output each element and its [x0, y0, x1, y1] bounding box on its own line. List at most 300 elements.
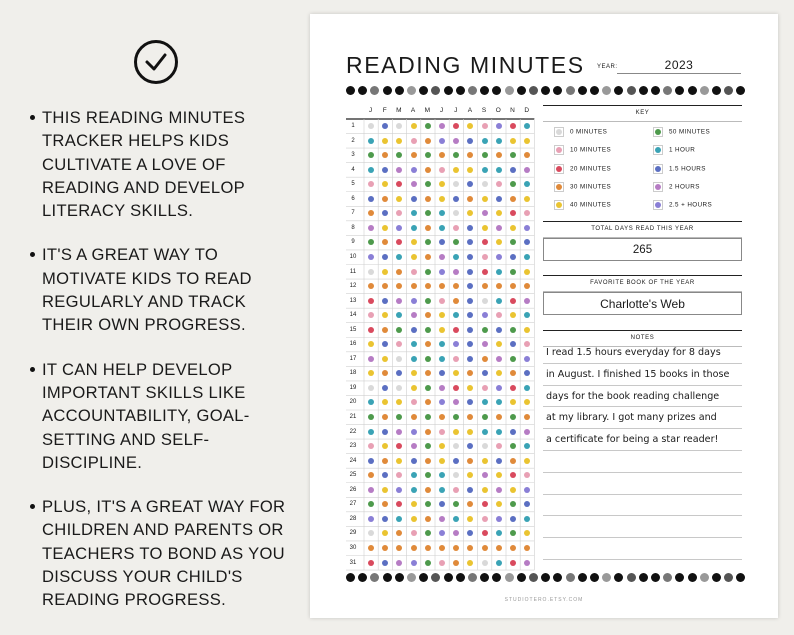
day-entry-dot[interactable]: [411, 254, 417, 260]
day-entry-dot[interactable]: [439, 327, 445, 333]
day-entry-dot[interactable]: [368, 196, 374, 202]
day-entry-dot[interactable]: [411, 356, 417, 362]
day-entry-dot[interactable]: [482, 516, 488, 522]
day-entry-dot[interactable]: [467, 560, 473, 566]
day-entry-dot[interactable]: [439, 414, 445, 420]
day-entry-dot[interactable]: [453, 298, 459, 304]
day-entry-dot[interactable]: [382, 560, 388, 566]
day-entry-dot[interactable]: [411, 341, 417, 347]
day-entry-dot[interactable]: [510, 269, 516, 275]
day-entry-dot[interactable]: [382, 458, 388, 464]
decorative-dot: [431, 573, 440, 582]
day-entry-dot[interactable]: [382, 516, 388, 522]
day-entry-dot[interactable]: [382, 327, 388, 333]
day-entry-dot[interactable]: [368, 138, 374, 144]
day-entry-dot[interactable]: [411, 138, 417, 144]
day-entry-dot[interactable]: [411, 312, 417, 318]
notes-heading: NOTES: [543, 330, 742, 347]
day-entry-dot[interactable]: [496, 123, 502, 129]
day-entry-dot[interactable]: [482, 370, 488, 376]
day-entry-dot[interactable]: [411, 181, 417, 187]
day-entry-dot[interactable]: [411, 545, 417, 551]
day-entry-dot[interactable]: [496, 167, 502, 173]
day-entry-dot[interactable]: [411, 269, 417, 275]
key-item: [554, 200, 611, 210]
day-entry-dot[interactable]: [496, 138, 502, 144]
decorative-dot: [651, 573, 660, 582]
day-entry-dot[interactable]: [411, 327, 417, 333]
day-entry-dot[interactable]: [425, 443, 431, 449]
day-entry-dot[interactable]: [382, 356, 388, 362]
decorative-dot: [541, 86, 550, 95]
note-line[interactable]: I read 1.5 hours everyday for 8 days: [543, 342, 742, 364]
day-entry-dot[interactable]: [496, 458, 502, 464]
decorative-dot: [627, 573, 636, 582]
day-entry-dot[interactable]: [382, 196, 388, 202]
day-entry-dot[interactable]: [524, 356, 530, 362]
key-item: [554, 127, 607, 137]
day-entry-dot[interactable]: [510, 283, 516, 289]
day-entry-dot[interactable]: [482, 560, 488, 566]
month-header: A: [410, 107, 416, 114]
day-entry-dot[interactable]: [368, 327, 374, 333]
decorative-dot: [590, 86, 599, 95]
day-entry-dot[interactable]: [368, 560, 374, 566]
day-entry-dot[interactable]: [425, 196, 431, 202]
decorative-dot: [492, 86, 501, 95]
day-entry-dot[interactable]: [510, 429, 516, 435]
note-line[interactable]: [543, 495, 742, 517]
day-entry-dot[interactable]: [439, 545, 445, 551]
day-entry-dot[interactable]: [411, 167, 417, 173]
day-entry-dot[interactable]: [425, 516, 431, 522]
key-label: 40 MINUTES: [570, 201, 612, 209]
day-entry-dot[interactable]: [524, 327, 530, 333]
month-header: J: [439, 107, 444, 114]
day-entry-dot[interactable]: [482, 167, 488, 173]
day-entry-dot[interactable]: [510, 414, 516, 420]
day-entry-dot[interactable]: [453, 327, 459, 333]
day-entry-dot[interactable]: [368, 283, 374, 289]
day-entry-dot[interactable]: [496, 152, 502, 158]
day-entry-dot[interactable]: [510, 327, 516, 333]
description-panel: [0, 0, 300, 635]
day-entry-dot[interactable]: [425, 269, 431, 275]
note-line[interactable]: [543, 473, 742, 495]
decorative-dot: [627, 86, 636, 95]
decorative-dot: [566, 573, 575, 582]
day-number: 30: [349, 544, 357, 551]
day-entry-dot[interactable]: [524, 138, 530, 144]
decorative-dot: [407, 86, 416, 95]
day-entry-dot[interactable]: [496, 225, 502, 231]
day-number: 14: [349, 312, 357, 319]
day-entry-dot[interactable]: [382, 269, 388, 275]
day-entry-dot[interactable]: [396, 560, 402, 566]
day-entry-dot[interactable]: [439, 560, 445, 566]
color-swatch-icon: [554, 127, 564, 137]
day-entry-dot[interactable]: [439, 283, 445, 289]
day-entry-dot[interactable]: [510, 167, 516, 173]
day-entry-dot[interactable]: [425, 458, 431, 464]
day-entry-dot[interactable]: [425, 225, 431, 231]
feature-item: THIS READING MINUTES TRACKER HELPS KIDS CULTIVATE A LOVE OF READING AND DEVELOP LITERACY SKILLS.: [28, 106, 300, 222]
day-entry-dot[interactable]: [411, 516, 417, 522]
day-entry-dot[interactable]: [496, 385, 502, 391]
month-header: M: [396, 107, 402, 114]
day-entry-dot[interactable]: [482, 283, 488, 289]
month-header: A: [467, 107, 473, 114]
day-entry-dot[interactable]: [396, 429, 402, 435]
day-entry-dot[interactable]: [482, 312, 488, 318]
day-entry-dot[interactable]: [425, 385, 431, 391]
key-label: 1.5 HOURS: [669, 165, 706, 173]
day-entry-dot[interactable]: [411, 196, 417, 202]
decorative-dot: [688, 573, 697, 582]
day-entry-dot[interactable]: [411, 429, 417, 435]
decorative-dot: [358, 573, 367, 582]
day-entry-dot[interactable]: [524, 516, 530, 522]
day-entry-dot[interactable]: [425, 254, 431, 260]
day-entry-dot[interactable]: [382, 225, 388, 231]
month-header: O: [495, 107, 501, 114]
decorative-dot: [383, 86, 392, 95]
day-entry-dot[interactable]: [368, 458, 374, 464]
day-entry-dot[interactable]: [425, 429, 431, 435]
day-entry-dot[interactable]: [482, 210, 488, 216]
day-entry-dot[interactable]: [453, 429, 459, 435]
day-entry-dot[interactable]: [411, 487, 417, 493]
day-entry-dot[interactable]: [467, 138, 473, 144]
day-entry-dot[interactable]: [496, 487, 502, 493]
day-entry-dot[interactable]: [439, 487, 445, 493]
decorative-dot-border-top: [346, 86, 746, 96]
decorative-dot: [639, 573, 648, 582]
sheet-title: READING MINUTES: [346, 52, 585, 78]
day-number: 24: [349, 457, 357, 464]
day-entry-dot[interactable]: [368, 356, 374, 362]
decorative-dot: [590, 573, 599, 582]
day-entry-dot[interactable]: [439, 123, 445, 129]
day-number: 13: [349, 297, 357, 304]
day-entry-dot[interactable]: [482, 501, 488, 507]
day-entry-dot[interactable]: [496, 356, 502, 362]
decorative-dot: [480, 573, 489, 582]
day-entry-dot[interactable]: [482, 138, 488, 144]
day-entry-dot[interactable]: [510, 196, 516, 202]
month-header: F: [382, 107, 387, 114]
day-entry-dot[interactable]: [382, 429, 388, 435]
day-entry-dot[interactable]: [496, 429, 502, 435]
day-entry-dot[interactable]: [411, 298, 417, 304]
day-entry-dot[interactable]: [411, 385, 417, 391]
day-entry-dot[interactable]: [425, 181, 431, 187]
day-entry-dot[interactable]: [524, 298, 530, 304]
day-entry-dot[interactable]: [482, 545, 488, 551]
day-entry-dot[interactable]: [382, 487, 388, 493]
day-entry-dot[interactable]: [425, 152, 431, 158]
note-line[interactable]: [543, 516, 742, 538]
day-entry-dot[interactable]: [496, 181, 502, 187]
day-entry-dot[interactable]: [411, 370, 417, 376]
day-entry-dot[interactable]: [439, 356, 445, 362]
day-entry-dot[interactable]: [524, 487, 530, 493]
feature-item: IT CAN HELP DEVELOP IMPORTANT SKILLS LIKE ACCOUNTABILITY, GOAL-SETTING AND SELF-DISCIPLINE.: [28, 358, 300, 474]
total-days-value: 265: [543, 238, 742, 261]
decorative-dot: [395, 86, 404, 95]
day-number: 17: [349, 355, 357, 362]
day-entry-dot[interactable]: [524, 560, 530, 566]
day-entry-dot[interactable]: [467, 269, 473, 275]
day-entry-dot[interactable]: [439, 167, 445, 173]
day-entry-dot[interactable]: [482, 225, 488, 231]
day-entry-dot[interactable]: [439, 516, 445, 522]
day-entry-dot[interactable]: [411, 501, 417, 507]
decorative-dot: [736, 573, 745, 582]
day-entry-dot[interactable]: [411, 210, 417, 216]
decorative-dot: [578, 86, 587, 95]
day-number: 18: [349, 370, 357, 377]
day-entry-dot[interactable]: [510, 298, 516, 304]
day-entry-dot[interactable]: [425, 472, 431, 478]
color-swatch-icon: [653, 182, 663, 192]
decorative-dot: [407, 573, 416, 582]
day-entry-dot[interactable]: [482, 458, 488, 464]
day-entry-dot[interactable]: [368, 123, 374, 129]
day-entry-dot[interactable]: [482, 429, 488, 435]
day-entry-dot[interactable]: [453, 138, 459, 144]
day-number: 6: [351, 195, 355, 202]
day-entry-dot[interactable]: [439, 269, 445, 275]
day-entry-dot[interactable]: [439, 429, 445, 435]
day-entry-dot[interactable]: [439, 138, 445, 144]
day-entry-dot[interactable]: [453, 225, 459, 231]
day-entry-dot[interactable]: [453, 196, 459, 202]
day-entry-dot[interactable]: [439, 385, 445, 391]
day-entry-dot[interactable]: [524, 225, 530, 231]
day-entry-dot[interactable]: [482, 298, 488, 304]
day-entry-dot[interactable]: [496, 414, 502, 420]
decorative-dot: [529, 573, 538, 582]
day-entry-dot[interactable]: [411, 225, 417, 231]
day-entry-dot[interactable]: [496, 545, 502, 551]
day-entry-dot[interactable]: [482, 181, 488, 187]
day-number: 5: [351, 181, 355, 188]
decorative-dot: [724, 573, 733, 582]
day-number: 11: [349, 268, 357, 275]
decorative-dot: [566, 86, 575, 95]
day-entry-dot[interactable]: [411, 152, 417, 158]
day-entry-dot[interactable]: [411, 123, 417, 129]
day-entry-dot[interactable]: [453, 356, 459, 362]
day-entry-dot[interactable]: [482, 152, 488, 158]
day-entry-dot[interactable]: [496, 560, 502, 566]
day-entry-dot[interactable]: [496, 269, 502, 275]
day-entry-dot[interactable]: [425, 560, 431, 566]
decorative-dot: [346, 573, 355, 582]
day-entry-dot[interactable]: [396, 269, 402, 275]
day-entry-dot[interactable]: [396, 138, 402, 144]
day-entry-dot[interactable]: [467, 429, 473, 435]
note-line[interactable]: in August. I finished 15 books in those: [543, 364, 742, 386]
day-number: 28: [349, 515, 357, 522]
key-label: 2.5 + HOURS: [669, 201, 713, 209]
day-entry-dot[interactable]: [510, 123, 516, 129]
day-entry-dot[interactable]: [368, 429, 374, 435]
day-entry-dot[interactable]: [510, 138, 516, 144]
day-entry-dot[interactable]: [524, 458, 530, 464]
day-entry-dot[interactable]: [482, 254, 488, 260]
decorative-dot: [700, 573, 709, 582]
day-entry-dot[interactable]: [510, 385, 516, 391]
day-entry-dot[interactable]: [453, 487, 459, 493]
day-entry-dot[interactable]: [368, 545, 374, 551]
day-entry-dot[interactable]: [368, 414, 374, 420]
decorative-dot: [505, 86, 514, 95]
day-entry-dot[interactable]: [425, 167, 431, 173]
day-entry-dot[interactable]: [425, 327, 431, 333]
day-entry-dot[interactable]: [482, 123, 488, 129]
day-entry-dot[interactable]: [524, 196, 530, 202]
day-entry-dot[interactable]: [439, 225, 445, 231]
decorative-dot: [663, 573, 672, 582]
day-entry-dot[interactable]: [496, 312, 502, 318]
day-number: 4: [351, 166, 355, 173]
day-entry-dot[interactable]: [482, 341, 488, 347]
day-entry-dot[interactable]: [482, 472, 488, 478]
decorative-dot: [383, 573, 392, 582]
day-entry-dot[interactable]: [510, 225, 516, 231]
day-entry-dot[interactable]: [439, 254, 445, 260]
key-label: 50 MINUTES: [669, 128, 711, 136]
day-number: 8: [351, 224, 355, 231]
day-entry-dot[interactable]: [411, 458, 417, 464]
day-number: 22: [349, 428, 357, 435]
decorative-dot: [468, 86, 477, 95]
decorative-dot: [346, 86, 355, 95]
day-entry-dot[interactable]: [453, 269, 459, 275]
day-entry-dot[interactable]: [510, 516, 516, 522]
day-entry-dot[interactable]: [496, 254, 502, 260]
day-entry-dot[interactable]: [496, 443, 502, 449]
day-entry-dot[interactable]: [425, 138, 431, 144]
day-entry-dot[interactable]: [425, 487, 431, 493]
day-entry-dot[interactable]: [510, 545, 516, 551]
key-label: 2 HOURS: [669, 183, 700, 191]
day-entry-dot[interactable]: [439, 196, 445, 202]
key-item: [653, 182, 700, 192]
day-entry-dot[interactable]: [368, 385, 374, 391]
day-entry-dot[interactable]: [425, 123, 431, 129]
day-entry-dot[interactable]: [496, 327, 502, 333]
day-entry-dot[interactable]: [482, 414, 488, 420]
day-entry-dot[interactable]: [510, 254, 516, 260]
day-entry-dot[interactable]: [425, 356, 431, 362]
tracker-sheet: [310, 14, 778, 618]
day-entry-dot[interactable]: [382, 167, 388, 173]
day-entry-dot[interactable]: [368, 487, 374, 493]
day-entry-dot[interactable]: [368, 225, 374, 231]
day-entry-dot[interactable]: [510, 560, 516, 566]
day-entry-dot[interactable]: [411, 560, 417, 566]
checkmark-icon: [134, 40, 178, 84]
day-entry-dot[interactable]: [510, 458, 516, 464]
day-entry-dot[interactable]: [411, 283, 417, 289]
decorative-dot: [688, 86, 697, 95]
day-entry-dot[interactable]: [482, 327, 488, 333]
day-entry-dot[interactable]: [524, 269, 530, 275]
decorative-dot: [602, 573, 611, 582]
day-number: 15: [349, 326, 357, 333]
day-entry-dot[interactable]: [382, 298, 388, 304]
day-entry-dot[interactable]: [382, 138, 388, 144]
day-entry-dot[interactable]: [453, 516, 459, 522]
feature-list: [28, 106, 300, 633]
day-entry-dot[interactable]: [496, 298, 502, 304]
decorative-dot: [456, 86, 465, 95]
day-entry-dot[interactable]: [524, 167, 530, 173]
decorative-dot: [614, 86, 623, 95]
day-entry-dot[interactable]: [482, 443, 488, 449]
decorative-dot: [663, 86, 672, 95]
decorative-dot: [712, 86, 721, 95]
day-entry-dot[interactable]: [510, 487, 516, 493]
note-line[interactable]: [543, 451, 742, 473]
day-entry-dot[interactable]: [439, 298, 445, 304]
day-number: 20: [349, 399, 357, 406]
day-entry-dot[interactable]: [453, 458, 459, 464]
day-entry-dot[interactable]: [496, 283, 502, 289]
day-number: 2: [351, 137, 355, 144]
day-entry-dot[interactable]: [425, 298, 431, 304]
day-entry-dot[interactable]: [482, 356, 488, 362]
day-entry-dot[interactable]: [453, 560, 459, 566]
day-entry-dot[interactable]: [425, 312, 431, 318]
day-entry-dot[interactable]: [482, 196, 488, 202]
day-number: 10: [349, 253, 357, 260]
day-entry-dot[interactable]: [411, 443, 417, 449]
day-entry-dot[interactable]: [453, 167, 459, 173]
day-entry-dot[interactable]: [368, 167, 374, 173]
day-entry-dot[interactable]: [496, 196, 502, 202]
day-entry-dot[interactable]: [510, 356, 516, 362]
note-line[interactable]: days for the book reading challenge: [543, 386, 742, 408]
day-entry-dot[interactable]: [411, 414, 417, 420]
day-entry-dot[interactable]: [368, 269, 374, 275]
month-header: S: [481, 107, 487, 114]
day-entry-dot[interactable]: [425, 414, 431, 420]
color-swatch-icon: [554, 182, 564, 192]
day-entry-dot[interactable]: [368, 516, 374, 522]
day-entry-dot[interactable]: [368, 254, 374, 260]
day-entry-dot[interactable]: [482, 385, 488, 391]
day-entry-dot[interactable]: [482, 487, 488, 493]
note-line[interactable]: at my library. I got many prizes and: [543, 407, 742, 429]
day-entry-dot[interactable]: [482, 269, 488, 275]
day-entry-dot[interactable]: [496, 516, 502, 522]
day-entry-dot[interactable]: [425, 545, 431, 551]
day-entry-dot[interactable]: [425, 283, 431, 289]
day-entry-dot[interactable]: [439, 458, 445, 464]
day-entry-dot[interactable]: [496, 472, 502, 478]
day-entry-dot[interactable]: [524, 429, 530, 435]
day-entry-dot[interactable]: [411, 472, 417, 478]
note-line[interactable]: a certificate for being a star reader!: [543, 429, 742, 451]
total-days-heading: TOTAL DAYS READ THIS YEAR: [543, 221, 742, 238]
note-line[interactable]: [543, 538, 742, 560]
footer-credit: STUDIOTERO.ETSY.COM: [504, 597, 584, 603]
day-entry-dot[interactable]: [368, 298, 374, 304]
